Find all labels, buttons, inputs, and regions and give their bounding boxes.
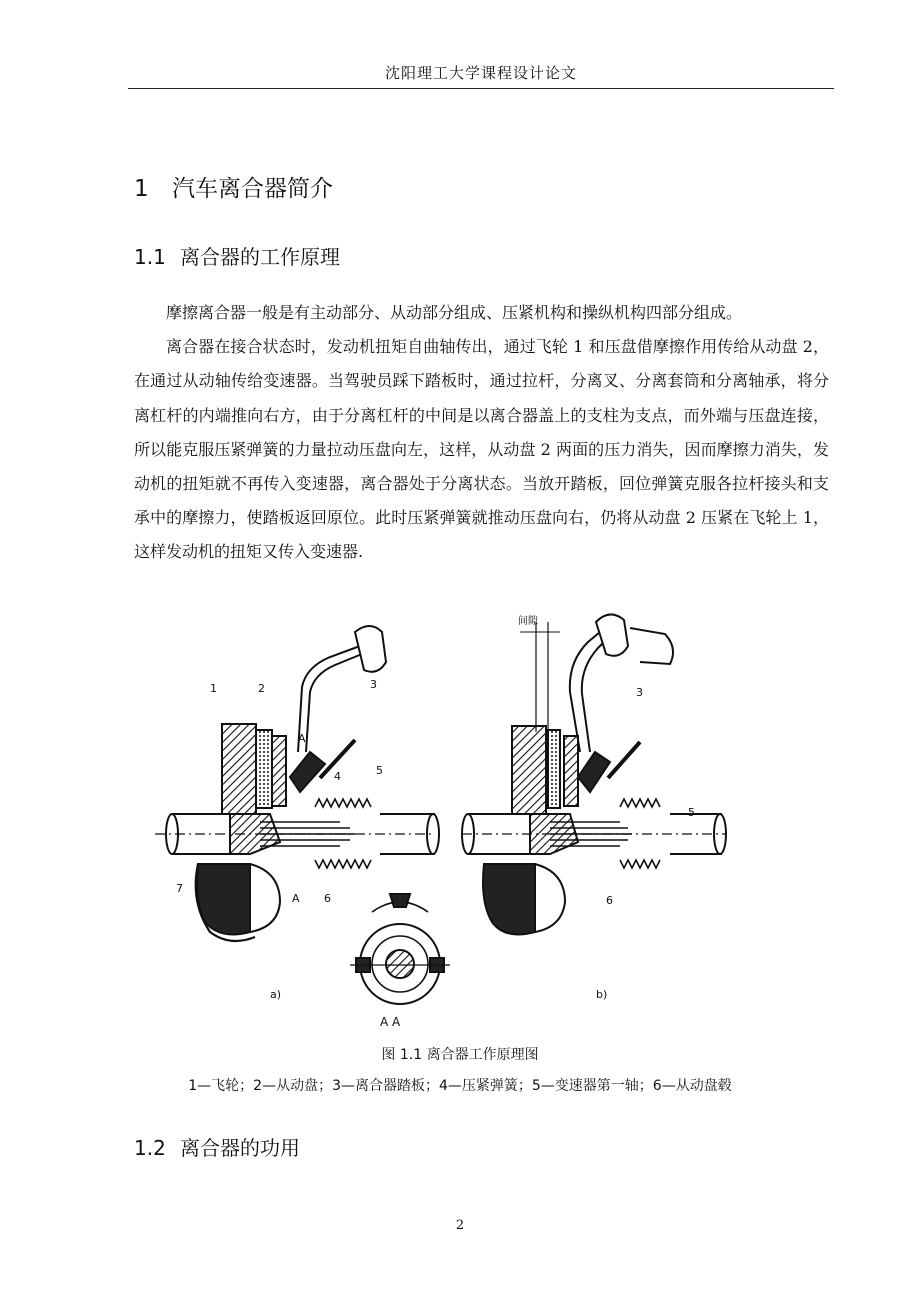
paragraph-2: 离合器在接合状态时，发动机扭矩自曲轴传出，通过飞轮 1 和压盘借摩擦作用传给从动盘 2，在通过从动轴传给变速器。当驾驶员踩下踏板时，通过拉杆，分离叉、分离套筒和分离轴承，将分离杠杆的内端推向右方，由于分离杠杆的中间是以离合器盖上的支柱为支点，而外端与压盘连接，所以能克服压紧弹簧的力量拉动压盘向左，这样，从动盘 2 两面的压力消失，因而摩擦力消失，发动机的扭矩就不再传入变速器，离合器处于分离状态。当放开踏板，回位弹簧克服各拉杆接头和支承中的摩擦力，使踏板返回原位。此时压紧弹簧就推动压盘向右，仍将从动盘 2 压紧在飞轮上 1，这样发动机的扭矩又传入变速器. bbox=[134, 337, 829, 562]
header-rule bbox=[128, 88, 834, 89]
label-5a: 5 bbox=[376, 764, 383, 777]
label-gap: 间隙 bbox=[518, 616, 538, 627]
label-section-AA: A A bbox=[380, 1015, 401, 1029]
pressure-plate bbox=[272, 736, 286, 806]
clutch-diagram bbox=[150, 602, 730, 1034]
page-number: 2 bbox=[455, 1218, 465, 1233]
subsection-heading-1-1 bbox=[134, 241, 340, 270]
section-title: 汽车离合器简介 bbox=[172, 176, 333, 202]
figure-caption: 图 1.1 离合器工作原理图 bbox=[381, 1047, 539, 1063]
label-2: 2 bbox=[258, 682, 265, 695]
label-5b: 5 bbox=[688, 806, 695, 819]
clutch-released-view bbox=[462, 614, 726, 1001]
label-6a: 6 bbox=[324, 892, 331, 905]
label-1: 1 bbox=[210, 682, 217, 695]
pedal-rod-b bbox=[570, 632, 608, 752]
label-sub-a: a) bbox=[270, 988, 282, 1001]
section-heading bbox=[134, 170, 333, 203]
label-6b: 6 bbox=[606, 894, 613, 907]
label-3a: 3 bbox=[370, 678, 377, 691]
clutch-engaged-view bbox=[155, 626, 439, 1001]
section-number: 1 bbox=[134, 176, 149, 202]
label-4: 4 bbox=[334, 770, 341, 783]
label-A-upper: A bbox=[298, 732, 306, 745]
paragraph-1: 摩擦离合器一般是有主动部分、从动部分组成、压紧机构和操纵机构四部分组成。 bbox=[166, 303, 743, 322]
pedal-b bbox=[596, 614, 628, 655]
subsection-title: 离合器的工作原理 bbox=[180, 245, 340, 269]
pressure-spring-upper bbox=[315, 799, 371, 807]
pedal-rod bbox=[298, 646, 362, 752]
section-AA-view bbox=[350, 894, 450, 1029]
pressure-spring-lower bbox=[315, 860, 371, 868]
label-A-lower: A bbox=[292, 892, 300, 905]
label-7: 7 bbox=[176, 882, 183, 895]
body-text bbox=[134, 296, 829, 570]
flywheel-section bbox=[222, 724, 256, 814]
pedal bbox=[355, 626, 386, 672]
subsection-number: 1.1 bbox=[134, 245, 166, 269]
running-header: 沈阳理工大学课程设计论文 bbox=[384, 64, 577, 82]
label-sub-b: b) bbox=[596, 988, 608, 1001]
subsection-title: 离合器的功用 bbox=[180, 1136, 300, 1160]
label-3b: 3 bbox=[636, 686, 643, 699]
clutch-diagram-figure bbox=[150, 602, 730, 1034]
subsection-heading-1-2 bbox=[134, 1132, 300, 1161]
figure-legend: 1—飞轮；2—从动盘；3—离合器踏板；4—压紧弹簧；5—变速器第一轴；6—从动盘毂 bbox=[188, 1078, 732, 1094]
subsection-number: 1.2 bbox=[134, 1136, 166, 1160]
flywheel-b bbox=[483, 864, 535, 934]
driven-disc bbox=[256, 730, 272, 808]
